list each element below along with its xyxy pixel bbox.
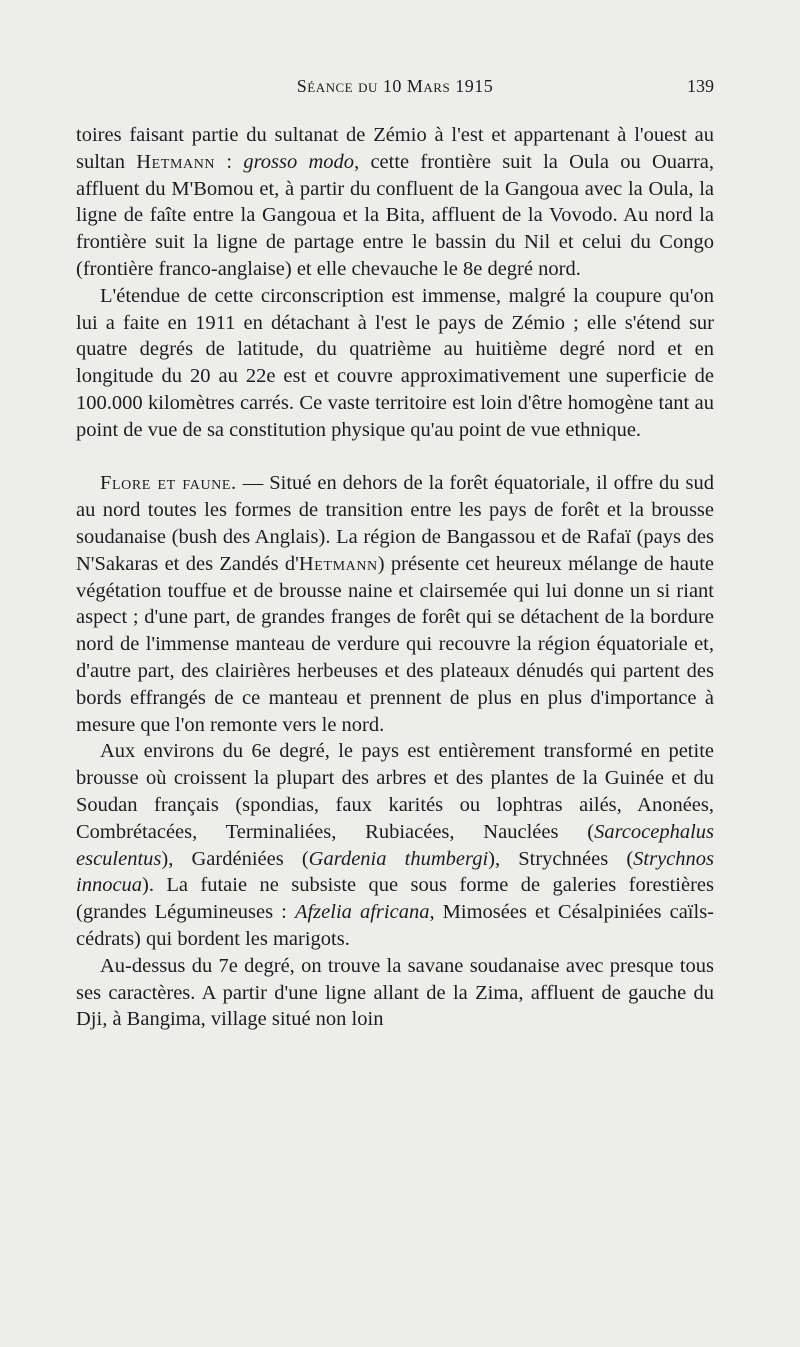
text-segment: L'étendue de cette circonscription est immense, malgré la coupure qu'on lui a faite en 1911 en détachant à l'est le pays de Zémio ; elle s'étend sur quatre degrés de latitude, du quatrième au huitième degré nord et en longitude du 20 au 22e est et couvre approximativement une superficie de 100.000 kilomètres carrés. Ce vaste territoire est loin d'être homogène tant au point de vue de sa constitution physique qu'au point de vue ethnique. [76,284,714,441]
paragraph [76,953,714,1033]
text-segment: , Mimosées et Césalpiniées caïls-cédrats) qui bordent les marigots. [76,901,714,950]
small-caps-text: Hetmann [298,552,378,575]
text-segment: : [215,150,244,173]
text-segment: Aux environs du 6e degré, le pays est entièrement transformé en petite brousse où croissent la plupart des arbres et des plantes de la Guinée et du Soudan français (spondias, faux karités ou lophtras ailés, Anonées, Combrétacées, Terminaliées, Rubiacées, Nauclées ( [76,740,714,843]
body-text [76,122,714,1033]
italic-text: Strychnos innocua [76,847,715,897]
text-segment: toires faisant partie du sultanat de Zémio à l'est et appartenant à l'ouest au sultan [76,124,714,173]
text-segment: , cette frontière suit la Oula ou Ouarra, affluent du M'Bomou et, à partir du confluent de la Gangoua avec la Oula, la ligne de faîte entre la Gangoua et la Bita, affluent de la Vovodo. Au nord la frontière suit la ligne de partage entre le bassin du Nil et celui du Congo (frontière franco-anglaise) et elle chevauche le 8e degré nord. [76,150,714,280]
text-segment: ) présente cet heureux mélange de haute végétation touffue et de brousse naine et clairsemée qui lui donne un si riant aspect ; d'une part, de grandes franges de forêt qui se détachent de la bordure nord de l'immense manteau de verdure qui recouvre la région équatoriale et, d'autre part, des clairières herbeuses et des plateaux dénudés qui partent des bords effrangés de ce manteau et prennent de plus en plus d'importance à mesure que l'on remonte vers le nord. [76,552,714,736]
text-segment: Au-dessus du 7e degré, on trouve la savane soudanaise avec presque tous ses caractères. A partir d'une ligne allant de la Zima, affluent de gauche du Dji, à Bangima, village situé non loin [76,954,714,1031]
text-segment: ). La futaie ne subsiste que sous forme de galeries forestières (grandes Légumineuses : [76,874,714,924]
italic-text: Afzelia africana [294,901,430,924]
italic-text: Sarcocephalus esculentus [76,820,714,870]
paragraph [76,470,714,738]
page-number: 139 [687,76,714,96]
paragraph [76,122,714,283]
small-caps-text: Flore et faune. [100,472,237,495]
italic-text: Gardenia thumbergi [308,847,489,870]
paragraph [76,738,714,952]
text-segment: ), Strychnées ( [488,847,634,870]
running-head [76,76,714,102]
paragraph [76,283,714,444]
italic-text: grosso modo [243,150,355,173]
running-title: Séance du 10 Mars 1915 [296,76,494,96]
text-segment: ), Gardéniées ( [161,847,309,870]
text-segment: — Situé en dehors de la forêt équatoriale, il offre du sud au nord toutes les formes de transition entre les pays de forêt et la brousse soudanaise (bush des Anglais). La région de Bangassou et de Rafaï (pays des N'Sakaras et des Zandés d' [76,472,715,575]
small-caps-text: Hetmann [136,150,216,173]
